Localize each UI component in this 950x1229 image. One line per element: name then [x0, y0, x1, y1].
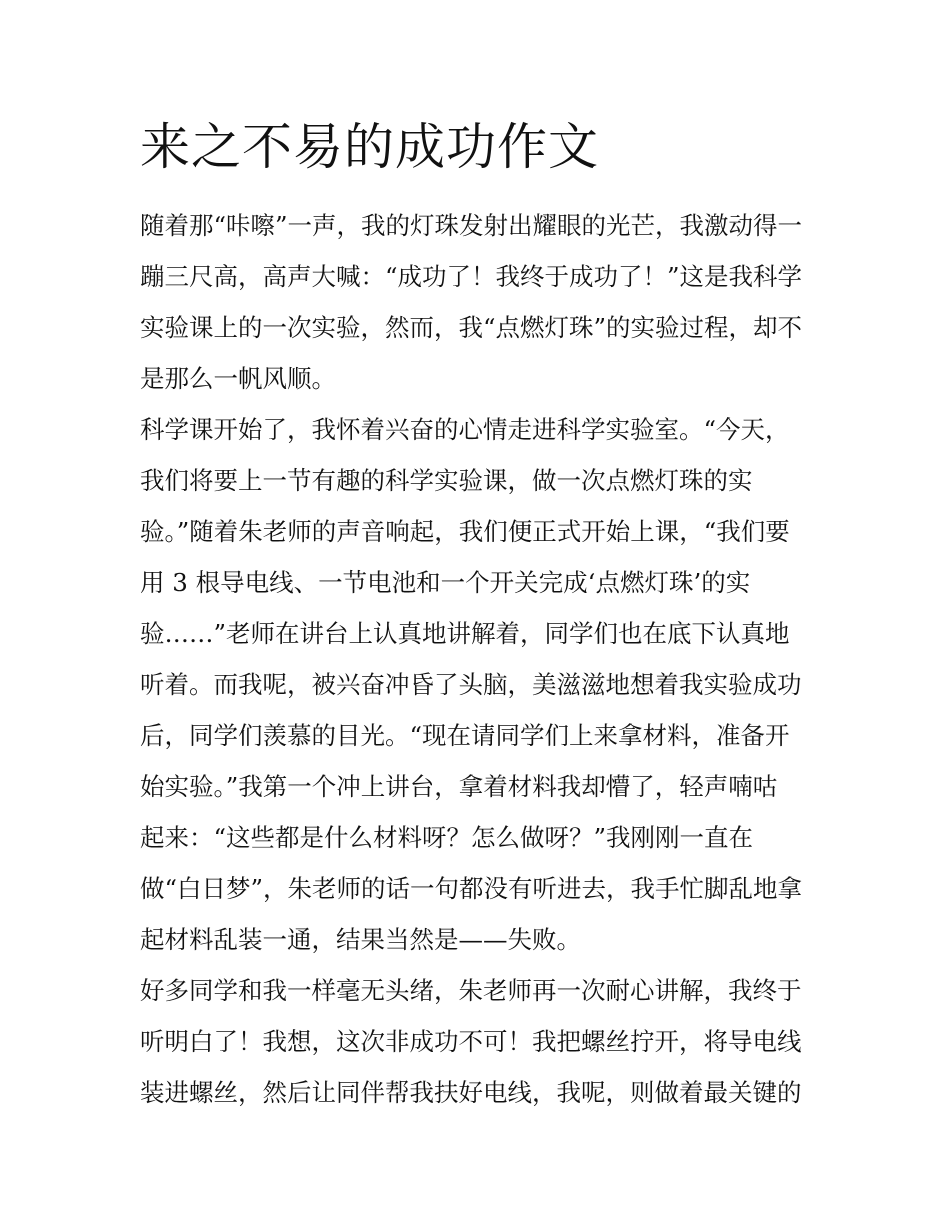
text-line: 验。”随着朱老师的声音响起，我们便正式开始上课，“我们要: [140, 517, 790, 546]
text-line: 听明白了！我想，这次非成功不可！我把螺丝拧开，将导电线: [140, 1027, 802, 1056]
text-line: 好多同学和我一样毫无头绪，朱老师再一次耐心讲解，我终于: [140, 976, 802, 1005]
text-line: 装进螺丝，然后让同伴帮我扶好电线，我呢，则做着最关键的: [140, 1078, 802, 1107]
text-line: 起材料乱装一通，结果当然是——失败。: [140, 925, 581, 954]
text-line: 后，同学们羡慕的目光。“现在请同学们上来拿材料，准备开: [140, 721, 790, 750]
text-line: 始实验。”我第一个冲上讲台，拿着材料我却懵了，轻声喃咕: [140, 772, 778, 801]
document-title: 来之不易的成功作文: [140, 118, 599, 176]
text-line: 验……”老师在讲台上认真地讲解着，同学们也在底下认真地: [140, 619, 790, 648]
text-line: 科学课开始了，我怀着兴奋的心情走进科学实验室。“今天，: [140, 415, 790, 444]
document-body: [140, 200, 820, 1118]
text-line: 是那么一帆风顺。: [140, 364, 336, 393]
text-line: 听着。而我呢，被兴奋冲昏了头脑，美滋滋地想着我实验成功: [140, 670, 802, 699]
text-line: 实验课上的一次实验，然而，我“点燃灯珠”的实验过程，却不: [140, 313, 803, 342]
text-line: 做“白日梦”，朱老师的话一句都没有听进去，我手忙脚乱地拿: [140, 874, 803, 903]
text-line: 我们将要上一节有趣的科学实验课，做一次点燃灯珠的实: [140, 466, 753, 495]
text-line: 随着那“咔嚓”一声，我的灯珠发射出耀眼的光芒，我激动得一: [140, 211, 803, 240]
text-line: 起来：“这些都是什么材料呀？怎么做呀？”我刚刚一直在: [140, 823, 754, 852]
text-line: 用 3 根导电线、一节电池和一个开关完成‘点燃灯珠’的实: [140, 568, 751, 597]
text-line: 蹦三尺高，高声大喊：“成功了！我终于成功了！”这是我科学: [140, 262, 803, 291]
